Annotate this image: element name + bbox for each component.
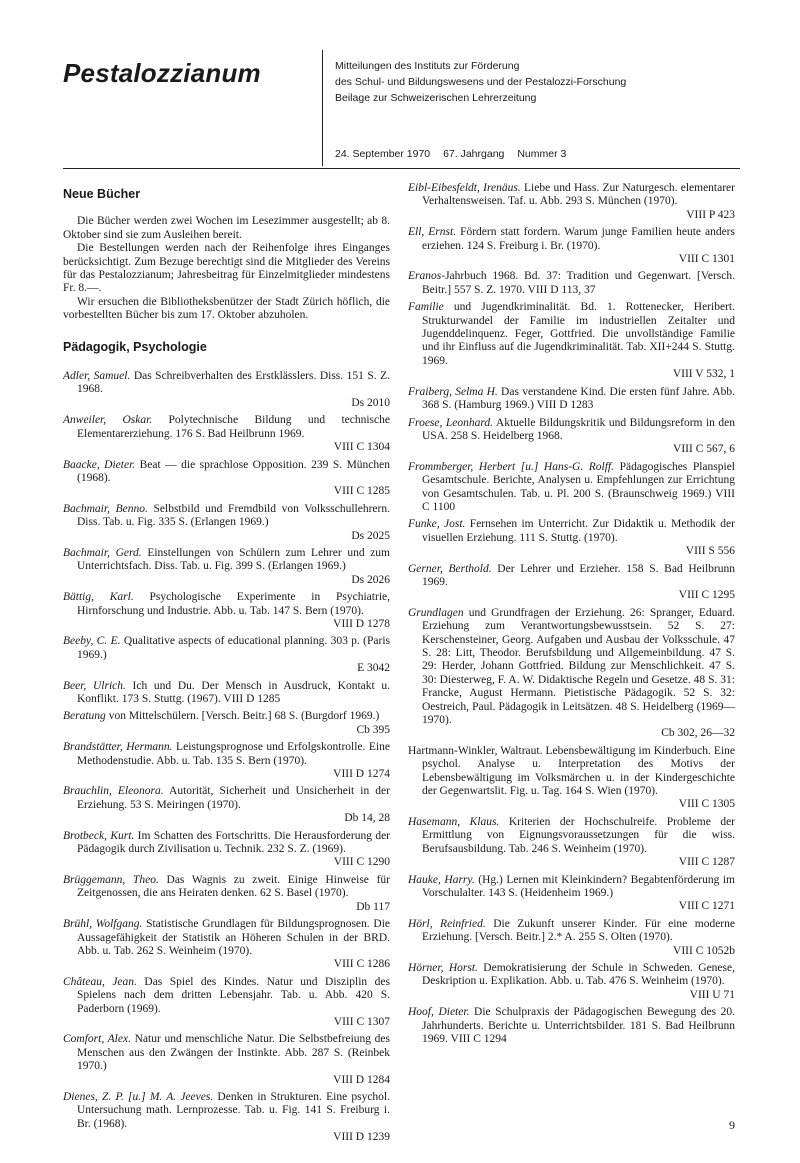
entry-signature: Ds 2010 — [351, 396, 390, 409]
entry-signature: VIII D 1284 — [333, 1073, 390, 1086]
entry-author: Fraiberg, Selma H. — [408, 385, 498, 398]
entry-author: Brüggemann, Theo. — [63, 873, 159, 886]
entry-author: Hauke, Harry. — [408, 873, 475, 886]
entry-text: Fernsehen im Unterricht. Zur Didaktik u. Methodik der visuellen Erziehung. 111 S. Stuttg. (1970). — [422, 518, 735, 544]
entry-author: Hörner, Horst. — [408, 961, 478, 974]
entry-author: Bachmair, Benno. — [63, 502, 148, 515]
book-entry — [63, 1091, 390, 1145]
entry-text: Das Spiel des Kindes. Natur und Disziplin des Spielens nach dem dritten Lebensjahr. Tab. u. Abb. 420 S. Paderborn (1969). — [77, 975, 390, 1015]
entry-signature: Db 117 — [356, 900, 390, 913]
entry-author: Brauchlin, Eleonora. — [63, 785, 164, 798]
entry-signature: Ds 2025 — [351, 529, 390, 542]
entry-signature: VIII C 1304 — [333, 441, 390, 454]
entry-author: Hoof, Dieter. — [408, 1006, 470, 1019]
entry-author: Bachmair, Gerd. — [63, 546, 142, 559]
masthead-info-line: Mitteilungen des Instituts zur Förderung — [335, 60, 520, 72]
section-heading-new-books: Neue Bücher — [63, 187, 141, 201]
right-column — [408, 182, 735, 1050]
entry-text: Aktuelle Bildungskritik und Bildungsreform in den USA. 258 S. Heidelberg 1968. — [422, 416, 735, 442]
entry-author: Brotbeck, Kurt. — [63, 829, 135, 842]
book-entry — [63, 1033, 390, 1087]
entry-signature: VIII P 423 — [686, 208, 735, 221]
entry-signature: VIII V 532, 1 — [672, 368, 735, 381]
book-entry — [63, 547, 390, 587]
entry-text: Das Wagnis zu zweit. Einige Hinweise für Zeitgenossen, die ans Heiraten denken. 62 S. Basel (1970). — [77, 873, 390, 900]
entry-author: Dienes, Z. P. [u.] M. A. Jeeves. — [63, 1090, 214, 1103]
entry-text: Selbstbild und Fremdbild von Volksschullehrern. Diss. Tab. u. Fig. 335 S. (Erlangen 1969.) — [77, 502, 390, 529]
entry-text: Hartmann-Winkler, Waltraut. Lebensbewältigung im Kinderbuch. Eine psychol. Analyse u. Interpretation des Motivs der Lebensbewältigung im Volksmärchen u. in der Kindergeschichte der Gegenwartslit. Fig. u. Tag. 164 S. Wien (1970). — [408, 744, 735, 798]
issue-volume: 67. Jahrgang — [443, 148, 505, 160]
book-entry — [408, 918, 735, 958]
book-entry — [408, 962, 735, 1002]
book-entry — [63, 874, 390, 914]
entry-signature: VIII C 1287 — [678, 856, 735, 869]
entry-text: Natur und menschliche Natur. Die Selbstbefreiung des Menschen aus den Zwängen der Instinkte. Abb. 287 S. (Reinbek 1970.) — [77, 1033, 390, 1073]
entry-text: Psychologische Experimente in Psychiatrie, Hirnforschung und Industrie. Abb. u. Tab. 147 S. Bern (1970). — [77, 591, 390, 617]
entry-author: Frommberger, Herbert [u.] Hans-G. Rolff. — [408, 460, 615, 473]
entry-text: Im Schatten des Fortschritts. Die Herausforderung der Pädagogik durch Zivilisation u. Technik. 232 S. Z. (1969). — [77, 829, 391, 856]
entry-text: Qualitative aspects of educational planning. 303 p. (Paris 1969.) — [77, 635, 390, 661]
intro-paragraph: Die Bücher werden zwei Wochen im Lesezimmer ausgestellt; ab 8. Oktober sind sie zum Ausleihen bereit. — [63, 215, 390, 241]
entry-text: Die Schulpraxis der Pädagogischen Bewegung des 20. Jahrhunderts. Berichte u. Unterrichtsbilder. 181 S. Bad Heilbrunn 1969. VIII C 1294 — [422, 1006, 735, 1045]
book-list-right — [408, 182, 735, 1046]
book-entry — [408, 518, 735, 558]
entry-text: -Jahrbuch 1968. Bd. 37: Tradition und Gegenwart. [Versch. Beitr.] 557 S. Z. 1970. VIII D 113, 37 — [422, 270, 735, 296]
entry-signature: VIII D 1278 — [333, 617, 390, 630]
book-entry — [63, 785, 390, 825]
book-entry — [63, 976, 390, 1030]
entry-text: Einstellungen von Schülern zum Lehrer und zum Unterrichtsfach. Diss. Tab. u. Fig. 399 S. (Erlangen 1969.) — [77, 546, 391, 573]
entry-signature: VIII C 1307 — [333, 1015, 390, 1028]
entry-author: Beeby, C. E. — [63, 635, 121, 648]
book-entry — [408, 563, 735, 603]
masthead-info-line: des Schul- und Bildungswesens und der Pestalozzi-Forschung — [335, 76, 627, 88]
entry-signature: VIII C 1052b — [673, 944, 735, 957]
entry-signature: VIII C 1295 — [678, 589, 735, 602]
entry-author: Baacke, Dieter. — [63, 458, 136, 471]
entry-author: Eibl-Eibesfeldt, Irenäus. — [408, 182, 521, 194]
section-heading-paedagogik: Pädagogik, Psychologie — [63, 339, 207, 354]
entry-signature: VIII C 567, 6 — [673, 443, 735, 456]
masthead-divider — [322, 50, 323, 166]
entry-signature: VIII C 1301 — [678, 253, 735, 266]
book-entry — [408, 607, 735, 741]
entry-signature: VIII U 71 — [689, 988, 735, 1001]
entry-signature: Cb 302, 26—32 — [661, 727, 735, 740]
book-entry — [408, 874, 735, 914]
issue-date: 24. September 1970 — [335, 148, 431, 160]
book-entry — [63, 459, 390, 499]
entry-text: Pädagogisches Planspiel Gesamtschule. Berichte, Analysen u. Empfehlungen zur Errichtung von Gesamtschulen. Tab. u. Pl. 200 S. (Braunschweig 1969.) VIII C 1100 — [422, 460, 736, 513]
intro-paragraph: Wir ersuchen die Bibliotheksbenützer der Stadt Zürich höflich, die vorbestellten Bücher bis zum 17. Oktober abzuholen. — [63, 295, 390, 322]
book-entry — [408, 461, 735, 515]
entry-author: Comfort, Alex. — [63, 1033, 131, 1046]
entry-author: Ell, Ernst. — [408, 226, 457, 239]
entry-author: Brühl, Wolfgang. — [63, 918, 143, 931]
book-entry — [408, 745, 735, 812]
entry-signature: VIII C 1285 — [333, 485, 390, 498]
entry-author: Grundlagen — [408, 606, 464, 619]
entry-text: Leistungsprognose und Erfolgskontrolle. Eine Methodenstudie. Abb. u. Tab. 135 S. Bern (1970). — [77, 741, 391, 767]
book-entry — [63, 680, 390, 707]
entry-author: Adler, Samuel. — [63, 370, 131, 383]
entry-author: Château, Jean. — [63, 975, 137, 988]
book-list-left — [63, 370, 390, 1145]
entry-author: Froese, Leonhard. — [408, 416, 494, 429]
entry-author: Beer, Ulrich. — [63, 679, 126, 692]
entry-signature: E 3042 — [357, 662, 390, 675]
entry-signature: VIII C 1305 — [678, 798, 735, 811]
book-entry — [63, 741, 390, 781]
entry-signature: Db 14, 28 — [344, 812, 390, 825]
entry-signature: VIII C 1271 — [678, 900, 735, 913]
book-entry — [408, 226, 735, 266]
book-entry — [408, 816, 735, 870]
book-entry — [408, 1006, 735, 1046]
entry-author: Eranos — [408, 270, 442, 283]
entry-text: Polytechnische Bildung und technische Elementarerziehung. 176 S. Bad Heilbrunn 1969. — [77, 414, 390, 440]
left-column — [63, 182, 390, 1149]
entry-signature: VIII D 1239 — [333, 1131, 390, 1144]
entry-signature: VIII C 1286 — [333, 958, 390, 971]
book-entry — [408, 270, 735, 297]
entry-text: von Mittelschülern. [Versch. Beitr.] 68 S. (Burgdorf 1969.) — [105, 710, 380, 723]
entry-text: Statistische Grundlagen für Bildungsprognosen. Die Aussagefähigkeit der Statistik an Höheren Schulen in der BRD. Abb. u. Tab. 262 S. Weinheim (1970). — [77, 918, 390, 957]
entry-author: Hasemann, Klaus. — [408, 815, 500, 828]
entry-text: Das Schreibverhalten des Erstklässlers. Diss. 151 S. Z. 1968. — [77, 370, 390, 396]
entry-text: Fördern statt fordern. Warum junge Familien heute anders erziehen. 124 S. Freiburg i. Br. (1970). — [422, 226, 735, 252]
book-entry — [408, 301, 735, 381]
book-entry — [63, 591, 390, 631]
header-rule — [63, 168, 740, 169]
entry-signature: Cb 395 — [356, 723, 390, 736]
book-entry — [63, 370, 390, 410]
entry-author: Hörl, Reinfried. — [408, 917, 486, 930]
page-number: 9 — [729, 1118, 735, 1132]
book-entry — [408, 386, 735, 413]
entry-text: Die Zukunft unserer Kinder. Für eine moderne Erziehung. [Versch. Beitr.] 2.* A. 255 S. Olten (1970). — [422, 917, 735, 944]
book-entry — [63, 918, 390, 972]
entry-author: Brandstätter, Hermann. — [63, 741, 173, 754]
entry-author: Beratung — [63, 710, 106, 723]
book-entry — [63, 414, 390, 454]
entry-author: Bättig, Karl. — [63, 591, 134, 604]
book-entry — [408, 182, 735, 222]
entry-signature: Ds 2026 — [351, 573, 390, 586]
entry-author: Anweiler, Oskar. — [63, 414, 153, 427]
entry-text: Liebe und Hass. Zur Naturgesch. elementarer Verhaltensweisen. Taf. u. Abb. 293 S. München (1970). — [422, 182, 735, 208]
entry-text: (Hg.) Lernen mit Kleinkindern? Begabtenförderung im Vorschulalter. 143 S. (Heidenheim 1969.) — [422, 873, 735, 899]
entry-signature: VIII D 1274 — [333, 768, 390, 781]
entry-author: Familie — [408, 301, 444, 314]
book-entry — [63, 635, 390, 675]
entry-text: Denken in Strukturen. Eine psychol. Untersuchung math. Lernprozesse. Tab. u. Fig. 141 S. Freiburg i. Br. (1968). — [77, 1090, 391, 1130]
issue-number: Nummer 3 — [517, 148, 567, 160]
entry-signature: VIII S 556 — [685, 545, 735, 558]
book-entry — [408, 417, 735, 457]
book-entry — [63, 830, 390, 870]
entry-author: Funke, Jost. — [408, 518, 466, 531]
entry-author: Gerner, Berthold. — [408, 562, 492, 575]
entry-text: Kriterien der Hochschulreife. Probleme der Ermittlung von Eignungsvoraussetzungen für die wiss. Berufsausbildung. Tab. 246 S. Weinheim (1970). — [422, 815, 736, 855]
entry-text: Ich und Du. Der Mensch in Ausdruck, Kontakt u. Konflikt. 173 S. Stuttg. (1967). VIII D 1285 — [77, 679, 390, 705]
entry-text: und Grundfragen der Erziehung. 26: Spranger, Eduard. Erziehung zum Verantwortungsbewusstsein. 52 S. 27: Kerschensteiner, Georg. Aufgaben und Ausbau der Volksschule. 47 S. 28: Litt, Theodor. Berufsbildung und Allgemeinbildung. 47 S. 29: Herder, Johann Gottfried. Bildung zur Menschlichkeit. 47 S. 30: Diesterweg, F. A. W. Didaktische Regeln und Gesetze. 48 S. 31: Francke, August Hermann. Pietistische Pädagogik. 52 S. 32: Oestreich, Paul. Pädagogik in Leitsätzen. 48 S. Heidelberg (1969—1970). — [422, 606, 735, 727]
book-entry — [63, 710, 390, 737]
masthead-info-line: Beilage zur Schweizerischen Lehrerzeitung — [335, 92, 537, 104]
entry-text: Demokratisierung der Schule in Schweden. Genese, Deskription u. Explikation. Abb. u. Tab. 476 S. Weinheim (1970). — [422, 961, 735, 988]
entry-signature: VIII C 1290 — [333, 856, 390, 869]
entry-text: und Jugendkriminalität. Bd. 1. Rottenecker, Heribert. Strukturwandel der Familie im industriellen Zeitalter und Jugenddelinquenz. Feger, Gottfried. Die unvollständige Familie und ihr Einfluss auf die Jugendkriminalität. Tab. XII+244 S. Stuttg. 1969. — [422, 301, 735, 367]
issue-info — [335, 148, 576, 160]
entry-text: Das verstandene Kind. Die ersten fünf Jahre. Abb. 368 S. (Hamburg 1969.) VIII D 1283 — [422, 385, 735, 412]
masthead-info — [335, 58, 626, 106]
journal-title: Pestalozzianum — [63, 58, 261, 88]
book-entry — [63, 503, 390, 543]
entry-text: Der Lehrer und Erzieher. 158 S. Bad Heilbrunn 1969. — [422, 562, 735, 588]
entry-text: Beat — die sprachlose Opposition. 239 S. München (1968). — [77, 458, 391, 484]
entry-text: Autorität, Sicherheit und Unsicherheit in der Erziehung. 53 S. Meiringen (1970). — [77, 785, 390, 811]
intro-paragraph: Die Bestellungen werden nach der Reihenfolge ihres Einganges berücksichtigt. Zum Bezuge berechtigt sind die Mitglieder des Vereins für das Pestalozzianum; Jahresbeitrag für Einzelmitglieder mindestens Fr. 8.—. — [63, 242, 390, 295]
